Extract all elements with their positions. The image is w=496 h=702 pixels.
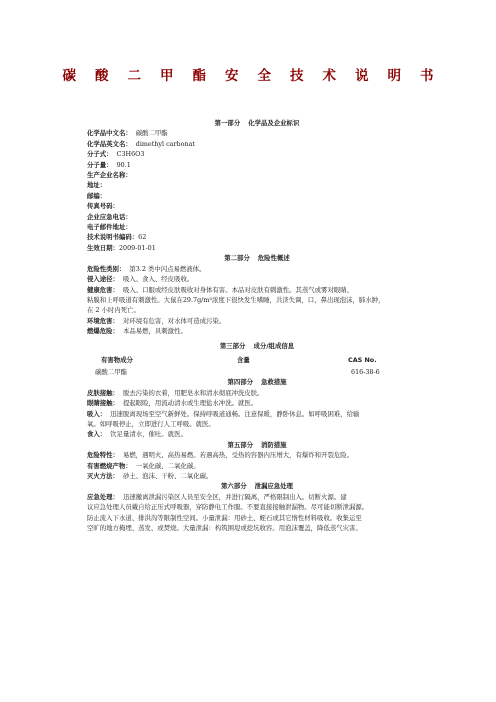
document-body — [87, 118, 427, 533]
document-title: 碳酸二甲酯安全技术说明书 — [62, 68, 453, 84]
col-content: 含量 — [237, 355, 250, 364]
section-heading-6: 第六部分 泄漏应急处理 — [221, 482, 293, 491]
field-skin-contact: 皮肤接触： 脱去污染的衣着，用肥皂水和清水彻底冲洗皮肤。 — [87, 388, 264, 397]
field-fire-hazard: 燃爆危险： 本品易燃，具刺激性。 — [87, 327, 187, 336]
field-ingestion: 食入： 饮足量清水，催吐。就医。 — [87, 430, 187, 439]
section-number: 第一部分 — [214, 119, 241, 127]
substance-name: 碳酸二甲酯 — [95, 368, 127, 377]
col-substance: 有害物成分 — [101, 355, 133, 364]
field-exposure-route: 侵入途径： 吸入、食入、经皮吸收。 — [87, 275, 194, 284]
formula-value: C3H6O3 — [116, 150, 145, 159]
field-address: 地址： — [87, 181, 107, 190]
field-hazard-property: 危险特性： 易燃，遇明火、高热易燃。若遇高热，受热的容器内压增大，有爆炸和开裂危险。 — [87, 451, 354, 460]
section-heading-2: 第二部分 危险性概述 — [224, 254, 290, 263]
field-health-hazard: 健康危害： 吸入、口服或经皮肤吸收对身体有害。本品对皮肤有刺激性。其蒸气或雾对眼睛、 — [87, 285, 354, 294]
field-hazard-category: 危险性类别： 第3.2 类中闪点易燃液体。 — [87, 264, 206, 273]
section-heading-5: 第五部分 消防措施 — [227, 440, 287, 449]
inhalation-line-2: 氧。如呼吸停止，立即进行人工呼吸。就医。 — [87, 419, 215, 428]
health-hazard-line-2: 粘膜和上呼吸道有刺激性。大鼠在29.7g/m³浓度下很快发生嗜睡，共济失调，口、鼻出现泡沫，肺水肿， — [87, 295, 385, 304]
field-eye-contact: 眼睛接触： 提起眼睑，用流动清水或生理盐水冲洗。就医。 — [87, 399, 258, 408]
spill-line-4: 空旷的地方掩埋、蒸发、或焚烧。大量泄漏：构筑围堤或挖坑收容。用泡沫覆盖，降低蒸气灾害。 — [87, 524, 362, 533]
field-extinguishing: 灭火方法： 砂土、泡沫、干粉、二氧化碳。 — [87, 471, 213, 480]
field-env-hazard: 环境危害： 对环境有危害，对水体可造成污染。 — [87, 316, 226, 325]
col-cas: CAS No. — [348, 355, 377, 364]
field-mw: 分子量： 90.1 — [87, 160, 131, 169]
cas-number: 616-38-6 — [351, 368, 380, 377]
field-doc-code: 技术说明书编码：62 — [87, 233, 147, 242]
section-heading-4: 第四部分 急救措施 — [227, 378, 287, 387]
spill-line-2: 议应急处理人员戴自给正压式呼吸器，穿防静电工作服。不要直接接触泄漏物。尽可能切断泄漏源。 — [87, 503, 369, 512]
field-maker: 生产企业名称： — [87, 171, 132, 180]
field-en-name: 化学品英文名： dimethyl carbonat — [87, 139, 195, 148]
section-label: 化学品及企业标识 — [248, 119, 300, 127]
section-heading-3: 第三部分 成分/组成信息 — [219, 341, 295, 350]
field-combustion-products: 有害燃烧产物： 一氧化碳、二氧化碳。 — [87, 461, 200, 470]
field-effective-date: 生效日期：2009-01-01 — [87, 243, 156, 252]
composition-header — [87, 355, 427, 365]
field-inhalation: 吸入： 迅速脱离现场至空气新鲜处。保持呼吸道通畅。注意保暖，静卧休息。如呼吸困难，给输 — [87, 409, 360, 418]
field-fax: 传真号码： — [87, 202, 119, 211]
spill-line-3: 防止流入下水道、排洪沟等限制性空间。小量泄漏：用砂土、蛭石或其它惰性材料吸收。收集运至 — [87, 513, 362, 522]
composition-row — [87, 365, 427, 377]
field-spill-response: 应急处理： 迅速撤离泄漏污染区人员至安全区，并进行隔离，严格限制出入。切断火源。建 — [87, 492, 347, 501]
field-emergency-phone: 企业应急电话： — [87, 212, 132, 221]
section-heading-1 — [87, 118, 427, 128]
field-zip: 邮编： — [87, 191, 107, 200]
field-formula: 分子式： C3H6O3 — [87, 150, 145, 159]
field-cn-name: 化学品中文名： 碳酸二甲酯 — [87, 129, 168, 138]
field-email: 电子邮件地址： — [87, 223, 132, 232]
health-hazard-line-3: 在 2 小时内死亡。 — [87, 306, 140, 315]
